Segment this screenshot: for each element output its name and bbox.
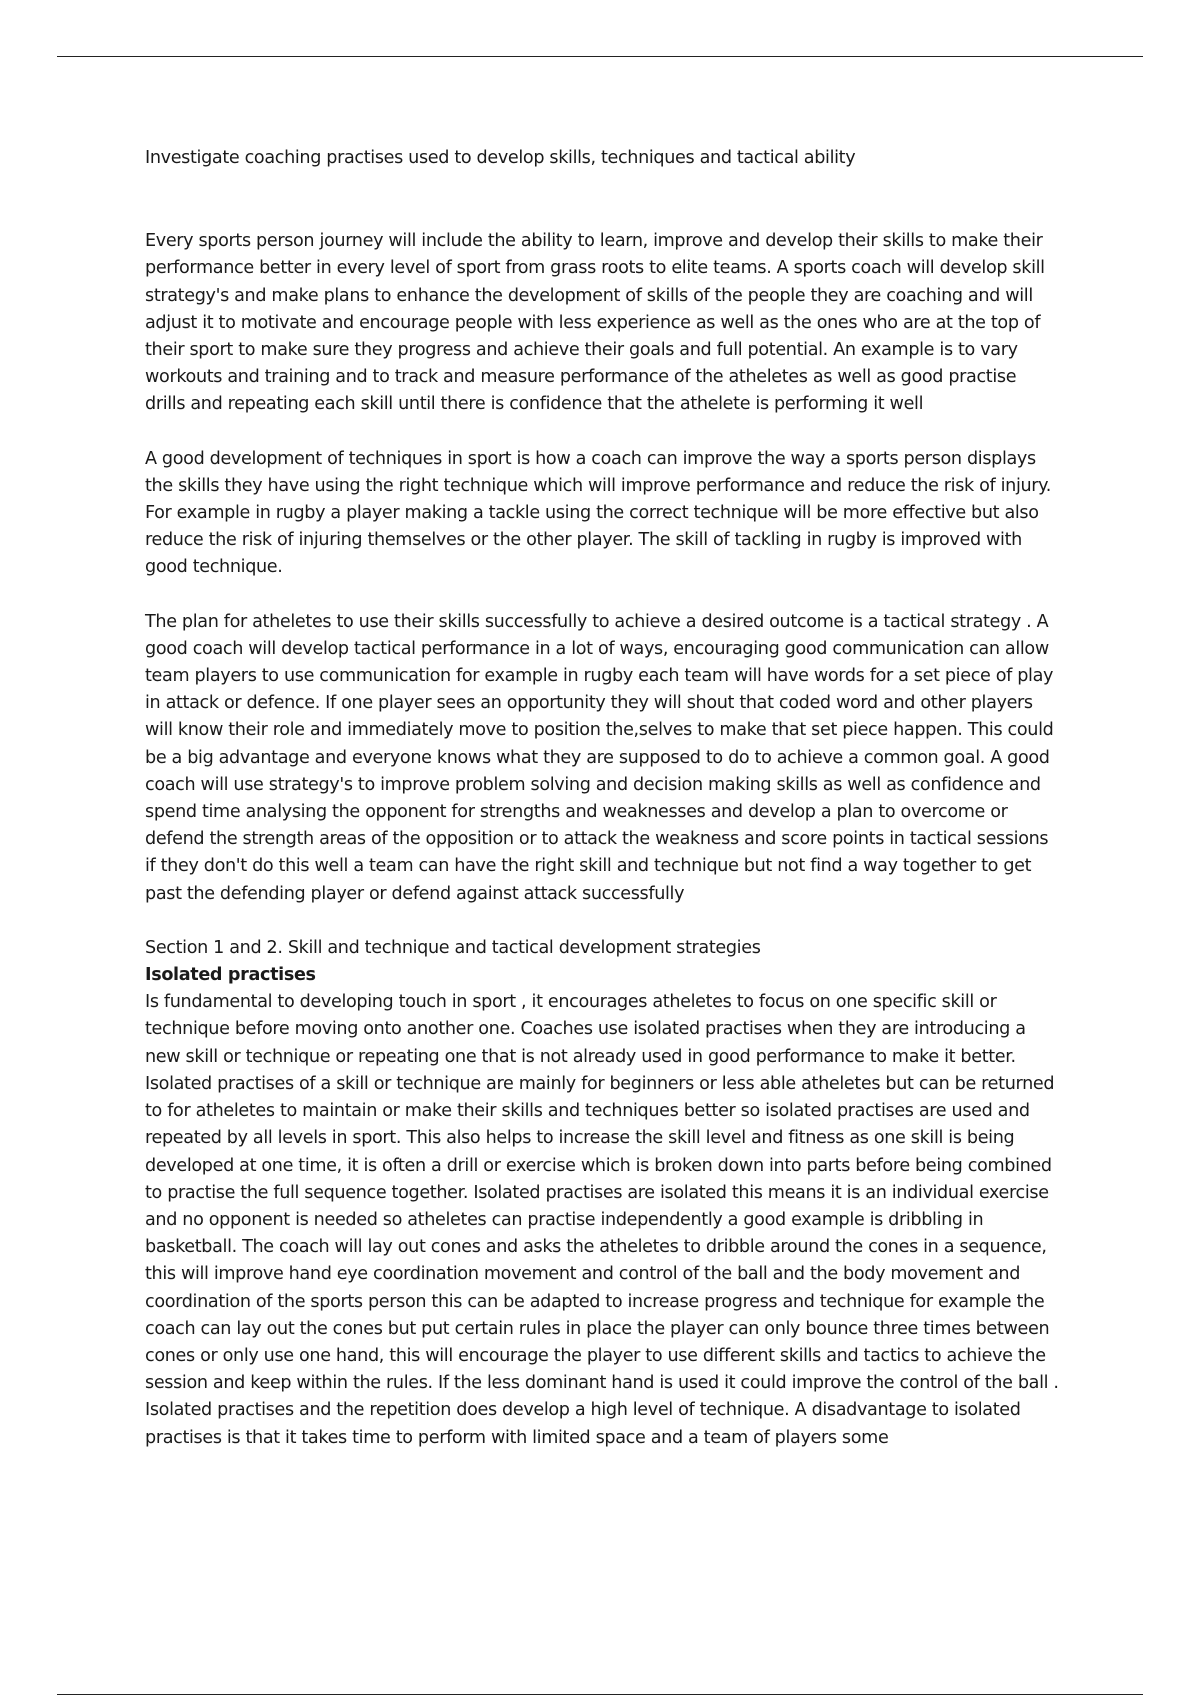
subheading-isolated-practises: Isolated practises: [145, 965, 316, 986]
document-title: Investigate coaching practises used to develop skills, techniques and tactical ability: [145, 148, 856, 168]
bottom-rule: [57, 1694, 1143, 1695]
document-body: [145, 145, 1060, 1452]
section-heading: Section 1 and 2. Skill and technique and tactical development strategies: [145, 937, 761, 958]
paragraph-skills: Every sports person journey will include the ability to learn, improve and develop their skills to make their performance better in every level of sport from grass roots to elite teams. A sports coach will develop skill strategy's and make plans to enhance the development of skills of the people they are coaching and will adjust it to motivate and encourage people with less experience as well as the ones who are at the top of their sport to make sure they progress and achieve their goals and full potential. An example is to vary workouts and training and to track and measure performance of the atheletes as well as good practise drills and repeating each skill until there is confidence that the athelete is performing it well: [145, 231, 1045, 415]
paragraph-tactics: The plan for atheletes to use their skills successfully to achieve a desired outcome is a tactical strategy . A good coach will develop tactical performance in a lot of ways, encouraging good communication can allow team players to use communication for example in rugby each team will have words for a set piece of play in attack or defence. If one player sees an opportunity they will shout that coded word and other players will know their role and immediately move to position the,selves to make that set piece happen. This could be a big advantage and everyone knows what they are supposed to do to achieve a common goal. A good coach will use strategy's to improve problem solving and decision making skills as well as confidence and spend time analysing the opponent for strengths and weaknesses and develop a plan to overcome or defend the strength areas of the opposition or to attack the weakness and score points in tactical sessions if they don't do this well a team can have the right skill and technique but not find a way together to get past the defending player or defend against attack successfully: [145, 611, 1054, 904]
paragraph-isolated-practises: Is fundamental to developing touch in sport , it encourages atheletes to focus on one specific skill or technique before moving onto another one. Coaches use isolated practises when they are introducing a new skill or technique or repeating one that is not already used in good performance to make it better. Isolated practises of a skill or technique are mainly for beginners or less able atheletes but can be returned to for atheletes to maintain or make their skills and techniques better so isolated practises are used and repeated by all levels in sport. This also helps to increase the skill level and fitness as one skill is being developed at one time, it is often a drill or exercise which is broken down into parts before being combined to practise the full sequence together. Isolated practises are isolated this means it is an individual exercise and no opponent is needed so atheletes can practise independently a good example is dribbling in basketball. The coach will lay out cones and asks the atheletes to dribble around the cones in a sequence, this will improve hand eye coordination movement and control of the ball and the body movement and coordination of the sports person this can be adapted to increase progress and technique for example the coach can lay out the cones but put certain rules in place the player can only bounce three times between cones or only use one hand, this will encourage the player to use different skills and tactics to achieve the session and keep within the rules. If the less dominant hand is used it could improve the control of the ball . Isolated practises and the repetition does develop a high level of technique. A disadvantage to isolated practises is that it takes time to perform with limited space and a team of players some: [145, 992, 1059, 1448]
top-rule: [57, 56, 1143, 57]
paragraph-techniques: A good development of techniques in sport is how a coach can improve the way a sports person displays the skills they have using the right technique which will improve performance and reduce the risk of injury. For example in rugby a player making a tackle using the correct technique will be more effective but also reduce the risk of injuring themselves or the other player. The skill of tackling in rugby is improved with good technique.: [145, 448, 1051, 578]
